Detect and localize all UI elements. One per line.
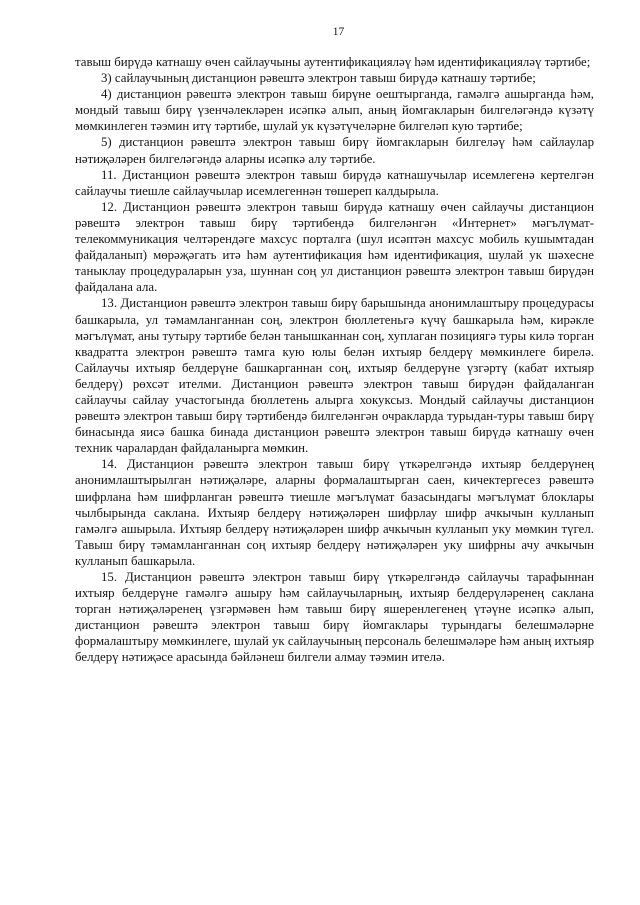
paragraph-clause-12: 12. Дистанцион рәвештә электрон тавыш бирүдә катнашу өчен сайлаучы дистанцион рәвештә электрон тавыш бирү тәртибендә билгеләнгән «Интернет» мәгълүмат-телекоммуникация челтәрендәге махсус порталга (шул исәптән махсус мобиль кушымтадан файдаланып) мөрәҗәгать итә һәм аутентификация һәм идентификация, шулай ук шәхесне таныклау процедураларын уза, шуннан соң ул дистанцион рәвештә электрон тавыш бирүдән файдалана ала. — [75, 199, 594, 295]
paragraph-clause-13: 13. Дистанцион рәвештә электрон тавыш бирү барышында анонимлаштыру процедурасы башкарыла, ул тәмамланганнан соң, электрон бюллетеньгә күчү башкарыла һәм, кирәкле мәгълүмат, аны тутыру тәртибе белән танышканнан соң, хуплаган позициягә туры килә торган квадратта электрон рәвештә тамга кую юлы белән ихтыяр белдерү мөмкинлеге бирелә. Сайлаучы ихтыяр белдерүне башкарганнан соң, ихтыяр белдерүне үзгәртү (кабат ихтыяр белдерү) рөхсәт ителми. Дистанцион рәвештә электрон тавыш бирүдән файдаланган сайлаучы сайлау участогында бюллетень алырга хокуксыз. Мондый сайлаучы дистанцион рәвештә электрон тавыш бирү тәртибендә билгеләнгән очракларда турыдан-туры тавыш бирү бинасында яисә башка бинада дистанцион рәвештә электрон тавыш бирүдә катнашу өчен техник чаралардан файдаланырга мөмкин. — [75, 296, 594, 456]
paragraph-clause-11: 11. Дистанцион рәвештә электрон тавыш бирүдә катнашучылар исемлегенә кертелгән сайлаучы тиешле сайлаучылар исемлегеннән төшереп калдырыла. — [75, 167, 594, 198]
paragraph-clause-14: 14. Дистанцион рәвештә электрон тавыш бирү үткәрелгәндә ихтыяр белдерүнең анонимлаштырылган нәтиҗәләре, аларны формалаштырган саен, кичектергесез рәвештә шифрлана һәм шифрланган рәвештә тиешле мәгълүмат базасындагы мәгълүмат блоклары чылбырында саклана. Ихтыяр белдерү нәтиҗәләрен шифрлау шифр ачкычын кулланып гамәлгә ашырыла. Ихтыяр белдерү нәтиҗәләрен шифр ачкычын кулланып уку мөмкин түгел. Тавыш бирү тәмамланганнан соң ихтыяр белдерү нәтиҗәләрен уку шифрны ачу ачкычын кулланып башкарыла. — [75, 457, 594, 568]
paragraph-clause-15: 15. Дистанцион рәвештә электрон тавыш бирү үткәрелгәндә сайлаучы тарафыннан ихтыяр белдерүне гамәлгә ашыру һәм сайлаучыларның, ихтыяр белдерүләренең саклана торган нәтиҗәләренең үзгәрмәвен һәм тавыш бирү яшеренлегенең үтәүне исәпкә алып, дистанцион рәвештә электрон тавыш бирү йомгаклары турындагы белешмәләрне формалаштыру мөмкинлеге, шулай ук сайлаучының персональ белешмәләре һәм аның ихтыяр белдерү нәтиҗәсе арасында бәйләнеш билгели алмау тәэмин ителә. — [75, 570, 594, 665]
paragraph-item-5: 5) дистанцион рәвештә электрон тавыш бирү йомгакларын билгеләү һәм сайлаулар нәтиҗәләрен билгеләгәндә аларны исәпкә алу тәртибе. — [75, 135, 594, 166]
document-body — [75, 54, 594, 666]
paragraph-item-3: 3) сайлаучының дистанцион рәвештә электрон тавыш бирүдә катнашу тәртибе; — [101, 71, 536, 86]
paragraph-item-4: 4) дистанцион рәвештә электрон тавыш бирүне оештырганда, гамәлгә ашырганда һәм, мондый тавыш бирү үзенчәлекләрен исәпкә алып, аның йомгакларын билгеләгәндә күзәтү мөмкинлеген тәэмин итү тәртибе, шулай ук күзәтүчеләрне билгеләп кую тәртибе; — [75, 87, 594, 134]
paragraph-continuation: тавыш бирүдә катнашу өчен сайлаучыны аутентификацияләү һәм идентификацияләү тәртибе; — [75, 55, 591, 69]
page-number: 17 — [332, 26, 345, 38]
